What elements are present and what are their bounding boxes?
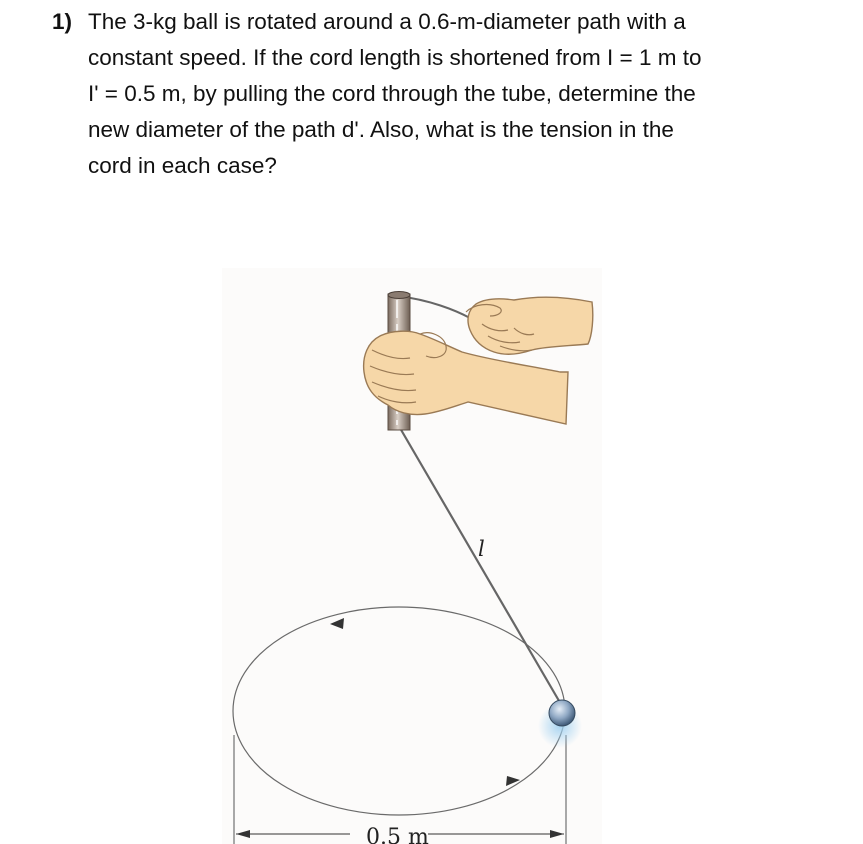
problem-number: 1) bbox=[52, 9, 73, 34]
cord-length-label: l bbox=[478, 537, 485, 561]
right-hand bbox=[468, 297, 593, 354]
problem-line-3: I' = 0.5 m, by pulling the cord through the tube, determine the bbox=[88, 81, 696, 106]
tube-top-opening bbox=[388, 292, 410, 299]
ball bbox=[549, 700, 575, 726]
problem-line-2: constant speed. If the cord length is shortened from I = 1 m to bbox=[88, 45, 702, 70]
problem-line-5: cord in each case? bbox=[88, 153, 277, 178]
diameter-label: 0.5 m bbox=[366, 825, 429, 844]
problem-text-1: The 3-kg ball is rotated around a 0.6-m-diameter path with a bbox=[88, 9, 686, 34]
problem-line-4: new diameter of the path d'. Also, what is the tension in the bbox=[88, 117, 674, 142]
